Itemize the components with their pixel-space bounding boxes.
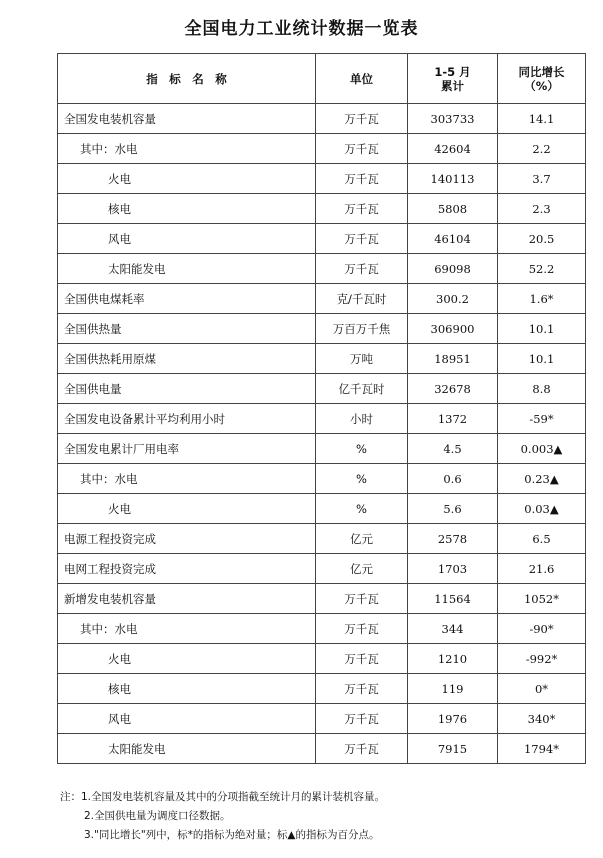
cumulative-value-cell: 303733 [408, 104, 498, 134]
cumulative-value-cell: 1372 [408, 404, 498, 434]
growth-value-cell: 0.03▲ [498, 494, 586, 524]
unit-cell: 万千瓦 [316, 134, 408, 164]
growth-value-cell: 3.7 [498, 164, 586, 194]
indicator-name-cell: 全国发电设备累计平均利用小时 [58, 404, 316, 434]
cumulative-value-cell: 0.6 [408, 464, 498, 494]
indicator-name-cell: 电源工程投资完成 [58, 524, 316, 554]
growth-value-cell: -90* [498, 614, 586, 644]
unit-cell: 万千瓦 [316, 734, 408, 764]
cumulative-value-cell: 1210 [408, 644, 498, 674]
growth-value-cell: 1794* [498, 734, 586, 764]
cumulative-value-cell: 344 [408, 614, 498, 644]
unit-cell: 亿元 [316, 524, 408, 554]
unit-cell: 万千瓦 [316, 164, 408, 194]
table-row [58, 734, 586, 764]
header-cumulative [408, 54, 498, 104]
table-row [58, 314, 586, 344]
indicator-name-cell: 太阳能发电 [58, 254, 316, 284]
unit-cell: % [316, 434, 408, 464]
growth-value-cell: 2.3 [498, 194, 586, 224]
growth-value-cell: 1052* [498, 584, 586, 614]
indicator-name-cell: 全国供电煤耗率 [58, 284, 316, 314]
cumulative-value-cell: 46104 [408, 224, 498, 254]
cumulative-value-cell: 140113 [408, 164, 498, 194]
growth-value-cell: -992* [498, 644, 586, 674]
growth-value-cell: 0.003▲ [498, 434, 586, 464]
cumulative-value-cell: 18951 [408, 344, 498, 374]
indicator-name-cell: 其中：水电 [58, 134, 316, 164]
table-row [58, 584, 586, 614]
unit-cell: 万千瓦 [316, 104, 408, 134]
indicator-name-cell: 全国发电装机容量 [58, 104, 316, 134]
indicator-name-cell: 核电 [58, 194, 316, 224]
unit-cell: % [316, 464, 408, 494]
table-row [58, 374, 586, 404]
table-header-row [58, 54, 586, 104]
table-row [58, 164, 586, 194]
table-row [58, 614, 586, 644]
growth-value-cell: -59* [498, 404, 586, 434]
unit-cell: 万千瓦 [316, 644, 408, 674]
unit-cell: 亿元 [316, 554, 408, 584]
cumulative-value-cell: 4.5 [408, 434, 498, 464]
cumulative-value-cell: 2578 [408, 524, 498, 554]
growth-value-cell: 14.1 [498, 104, 586, 134]
footnote-1: 注：1.全国发电装机容量及其中的分项指截至统计月的累计装机容量。 [60, 791, 386, 803]
indicator-name-cell: 全国供电量 [58, 374, 316, 404]
growth-value-cell: 10.1 [498, 314, 586, 344]
header-unit: 单位 [316, 54, 408, 104]
indicator-name-cell: 火电 [58, 164, 316, 194]
table-row [58, 704, 586, 734]
indicator-name-cell: 其中：水电 [58, 464, 316, 494]
footnotes [60, 788, 590, 845]
table-row [58, 554, 586, 584]
cumulative-value-cell: 5.6 [408, 494, 498, 524]
growth-value-cell: 6.5 [498, 524, 586, 554]
unit-cell: 万千瓦 [316, 254, 408, 284]
unit-cell: 亿千瓦时 [316, 374, 408, 404]
indicator-name-cell: 新增发电装机容量 [58, 584, 316, 614]
cumulative-value-cell: 7915 [408, 734, 498, 764]
growth-value-cell: 52.2 [498, 254, 586, 284]
table-row [58, 644, 586, 674]
indicator-name-cell: 风电 [58, 704, 316, 734]
table-body [58, 104, 586, 764]
indicator-name-cell: 火电 [58, 494, 316, 524]
document-title: 全国电力工业统计数据一览表 [184, 19, 419, 39]
cumulative-value-cell: 5808 [408, 194, 498, 224]
growth-value-cell: 21.6 [498, 554, 586, 584]
header-growth [498, 54, 586, 104]
table-row [58, 494, 586, 524]
indicator-name-cell: 全国供热耗用原煤 [58, 344, 316, 374]
table-row [58, 134, 586, 164]
cumulative-value-cell: 119 [408, 674, 498, 704]
unit-cell: 小时 [316, 404, 408, 434]
header-indicator: 指 标 名 称 [58, 54, 316, 104]
growth-value-cell: 0.23▲ [498, 464, 586, 494]
growth-value-cell: 2.2 [498, 134, 586, 164]
table-row [58, 284, 586, 314]
header-cumulative-line1: 1-5 月 [434, 64, 471, 79]
unit-cell: 万千瓦 [316, 224, 408, 254]
table-row [58, 524, 586, 554]
header-cumulative-line2: 累计 [441, 78, 464, 93]
indicator-name-cell: 电网工程投资完成 [58, 554, 316, 584]
unit-cell: 万千瓦 [316, 194, 408, 224]
unit-cell: 克/千瓦时 [316, 284, 408, 314]
unit-cell: % [316, 494, 408, 524]
table-row [58, 404, 586, 434]
table-row [58, 224, 586, 254]
unit-cell: 万千瓦 [316, 704, 408, 734]
table-row [58, 464, 586, 494]
cumulative-value-cell: 42604 [408, 134, 498, 164]
table-row [58, 194, 586, 224]
indicator-name-cell: 全国供热量 [58, 314, 316, 344]
indicator-name-cell: 风电 [58, 224, 316, 254]
growth-value-cell: 340* [498, 704, 586, 734]
cumulative-value-cell: 306900 [408, 314, 498, 344]
unit-cell: 万千瓦 [316, 674, 408, 704]
growth-value-cell: 20.5 [498, 224, 586, 254]
growth-value-cell: 1.6* [498, 284, 586, 314]
indicator-name-cell: 全国发电累计厂用电率 [58, 434, 316, 464]
table-row [58, 434, 586, 464]
unit-cell: 万百万千焦 [316, 314, 408, 344]
table-row [58, 674, 586, 704]
cumulative-value-cell: 11564 [408, 584, 498, 614]
indicator-name-cell: 核电 [58, 674, 316, 704]
footnote-2: 2.全国供电量为调度口径数据。 [84, 810, 231, 822]
statistics-table [57, 53, 586, 764]
cumulative-value-cell: 69098 [408, 254, 498, 284]
table-row [58, 104, 586, 134]
indicator-name-cell: 火电 [58, 644, 316, 674]
cumulative-value-cell: 300.2 [408, 284, 498, 314]
unit-cell: 万千瓦 [316, 614, 408, 644]
unit-cell: 万吨 [316, 344, 408, 374]
growth-value-cell: 0* [498, 674, 586, 704]
table-row [58, 344, 586, 374]
unit-cell: 万千瓦 [316, 584, 408, 614]
footnote-3: 3."同比增长"列中，标*的指标为绝对量；标▲的指标为百分点。 [84, 829, 380, 841]
cumulative-value-cell: 1703 [408, 554, 498, 584]
table-row [58, 254, 586, 284]
header-growth-line2: （%） [524, 78, 559, 93]
indicator-name-cell: 太阳能发电 [58, 734, 316, 764]
cumulative-value-cell: 1976 [408, 704, 498, 734]
indicator-name-cell: 其中：水电 [58, 614, 316, 644]
cumulative-value-cell: 32678 [408, 374, 498, 404]
growth-value-cell: 8.8 [498, 374, 586, 404]
header-growth-line1: 同比增长 [518, 64, 565, 79]
growth-value-cell: 10.1 [498, 344, 586, 374]
